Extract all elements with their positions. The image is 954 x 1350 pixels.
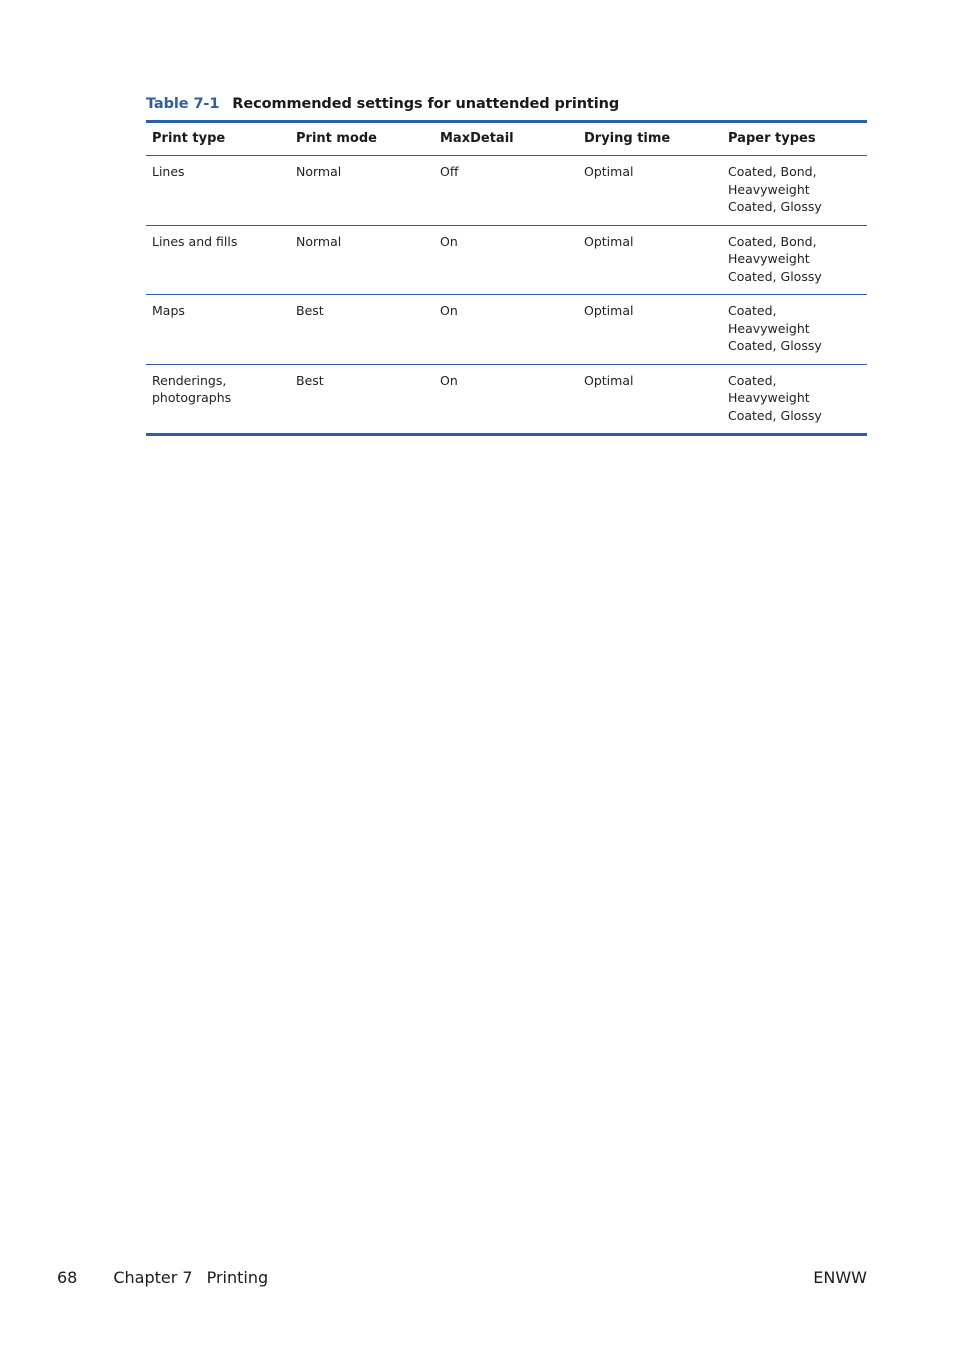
- cell-paper-types: Coated, Bond, Heavyweight Coated, Glossy: [722, 156, 867, 226]
- cell-print-mode: Best: [290, 295, 434, 365]
- cell-drying-time: Optimal: [578, 225, 722, 295]
- table-row: [146, 225, 867, 295]
- cell-paper-types: Coated, Bond, Heavyweight Coated, Glossy: [722, 225, 867, 295]
- cell-drying-time: Optimal: [578, 295, 722, 365]
- cell-drying-time: Optimal: [584, 372, 634, 388]
- cell-print-mode: Best: [296, 372, 324, 388]
- table-row: [146, 295, 867, 365]
- cell-drying-time: Optimal: [578, 156, 722, 226]
- cell-paper-types: Coated, Heavyweight Coated, Glossy: [722, 295, 867, 365]
- header-print-type: Print type: [146, 122, 290, 156]
- footer-chapter: Chapter 7: [113, 1268, 193, 1287]
- cell-maxdetail: On: [434, 295, 578, 365]
- table-caption: [146, 96, 619, 112]
- table-header-row: [146, 122, 867, 156]
- cell-print-type: Lines and fills: [146, 225, 290, 295]
- cell-maxdetail: On: [440, 372, 458, 388]
- header-paper-types: Paper types: [722, 122, 867, 156]
- cell-print-type: Renderings, photographs: [152, 372, 232, 405]
- footer-doc-code: ENWW: [813, 1268, 867, 1287]
- table-row: [146, 156, 867, 226]
- header-drying-time: Drying time: [578, 122, 722, 156]
- cell-maxdetail: Off: [434, 156, 578, 226]
- cell-print-type: Lines: [146, 156, 290, 226]
- cell-print-mode: Normal: [290, 225, 434, 295]
- cell-paper-types: Coated, Heavyweight Coated, Glossy: [728, 372, 822, 423]
- footer-section: Printing: [206, 1268, 269, 1287]
- cell-print-type: Maps: [146, 295, 290, 365]
- table-title: Recommended settings for unattended printing: [232, 96, 620, 112]
- header-maxdetail: MaxDetail: [434, 122, 578, 156]
- cell-print-mode: Normal: [290, 156, 434, 226]
- table-number: Table 7-1: [146, 96, 220, 112]
- page-footer-left: [57, 1268, 268, 1287]
- settings-table: [146, 120, 867, 436]
- page-number: 68: [57, 1268, 78, 1287]
- cell-maxdetail: On: [434, 225, 578, 295]
- header-print-mode: Print mode: [290, 122, 434, 156]
- table-row: [146, 364, 867, 435]
